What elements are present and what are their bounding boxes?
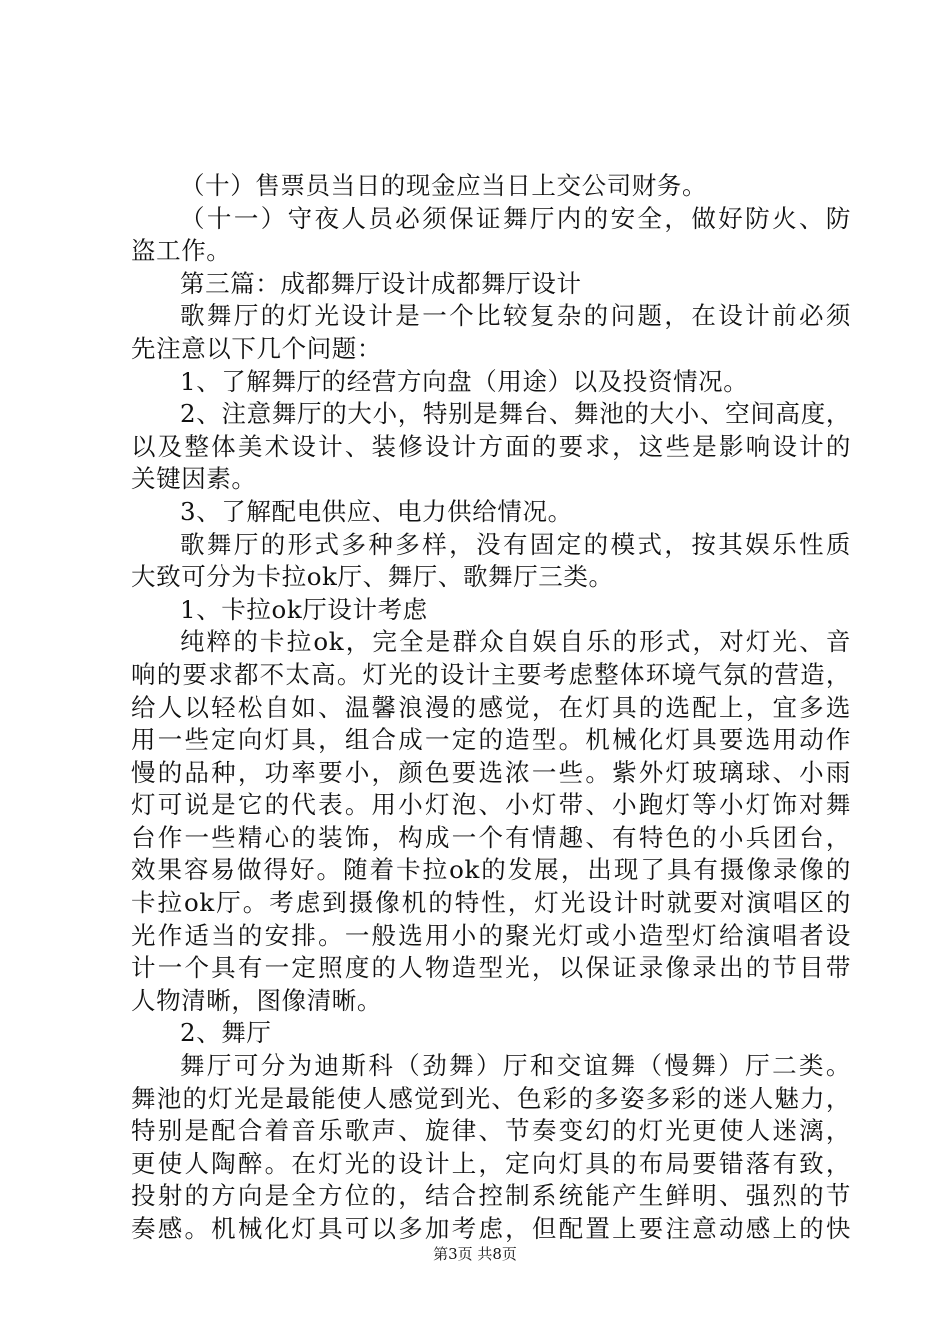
text-line: 歌舞厅的形式多种多样，没有固定的模式，按其娱乐性质	[180, 529, 851, 559]
text-line: 盗工作。	[131, 236, 232, 266]
text-line: 2、注意舞厅的大小，特别是舞台、舞池的大小、空间高度，	[180, 399, 851, 429]
subsection-heading: 2、舞厅	[180, 1018, 272, 1048]
page-number: 第3页 共8页	[433, 1245, 517, 1263]
text-line: 光作适当的安排。一般选用小的聚光灯或小造型灯给演唱者设	[131, 920, 851, 950]
text-line: 先注意以下几个问题：	[131, 333, 382, 363]
document-body	[131, 170, 851, 1246]
subsection-heading: 1、卡拉ok厅设计考虑	[180, 594, 428, 624]
text-line: 人物清晰，图像清晰。	[131, 985, 382, 1015]
text-line: 慢的品种，功率要小，颜色要选浓一些。紫外灯玻璃球、小雨	[131, 757, 851, 787]
text-line: 关键因素。	[131, 464, 257, 494]
text-line: 计一个具有一定照度的人物造型光，以保证录像录出的节目带	[131, 953, 851, 983]
text-line: 大致可分为卡拉ok厅、舞厅、歌舞厅三类。	[131, 562, 614, 592]
text-line: 给人以轻松自如、温馨浪漫的感觉，在灯具的选配上，宜多选	[131, 692, 851, 722]
text-line: 纯粹的卡拉ok，完全是群众自娱自乐的形式，对灯光、音	[180, 627, 851, 657]
text-line: 特别是配合着音乐歌声、旋律、节奏变幻的灯光更使人迷漓，	[131, 1116, 851, 1146]
text-line: 灯可说是它的代表。用小灯泡、小灯带、小跑灯等小灯饰对舞	[131, 790, 851, 820]
text-line: 舞池的灯光是最能使人感觉到光、色彩的多姿多彩的迷人魅力，	[131, 1083, 851, 1113]
text-line: 以及整体美术设计、装修设计方面的要求，这些是影响设计的	[131, 431, 851, 461]
text-line: 卡拉ok厅。考虑到摄像机的特性，灯光设计时就要对演唱区的	[131, 888, 851, 918]
text-line: 用一些定向灯具，组合成一定的造型。机械化灯具要选用动作	[131, 725, 851, 755]
text-line: 响的要求都不太高。灯光的设计主要考虑整体环境气氛的营造，	[131, 659, 851, 689]
section-heading: 第三篇：成都舞厅设计成都舞厅设计	[180, 268, 582, 298]
text-line: 舞厅可分为迪斯科（劲舞）厅和交谊舞（慢舞）厅二类。	[180, 1051, 851, 1081]
text-line: 奏感。机械化灯具可以多加考虑，但配置上要注意动感上的快	[131, 1214, 851, 1243]
text-line: 歌舞厅的灯光设计是一个比较复杂的问题，在设计前必须	[180, 301, 851, 331]
text-line: 投射的方向是全方位的，结合控制系统能产生鲜明、强烈的节	[131, 1181, 851, 1211]
text-line: （十一）守夜人员必须保证舞厅内的安全，做好防火、防	[180, 203, 851, 233]
text-line: 效果容易做得好。随着卡拉ok的发展，出现了具有摄像录像的	[131, 855, 851, 885]
text-line: 3、了解配电供应、电力供给情况。	[180, 496, 573, 526]
text-line: （十）售票员当日的现金应当日上交公司财务。	[180, 171, 708, 200]
text-line: 1、了解舞厅的经营方向盘（用途）以及投资情况。	[180, 366, 749, 396]
page-footer	[0, 1243, 950, 1265]
text-line: 更使人陶醉。在灯光的设计上，定向灯具的布局要错落有致，	[131, 1148, 851, 1178]
text-line: 台作一些精心的装饰，构成一个有情趣、有特色的小兵团台，	[131, 822, 851, 852]
